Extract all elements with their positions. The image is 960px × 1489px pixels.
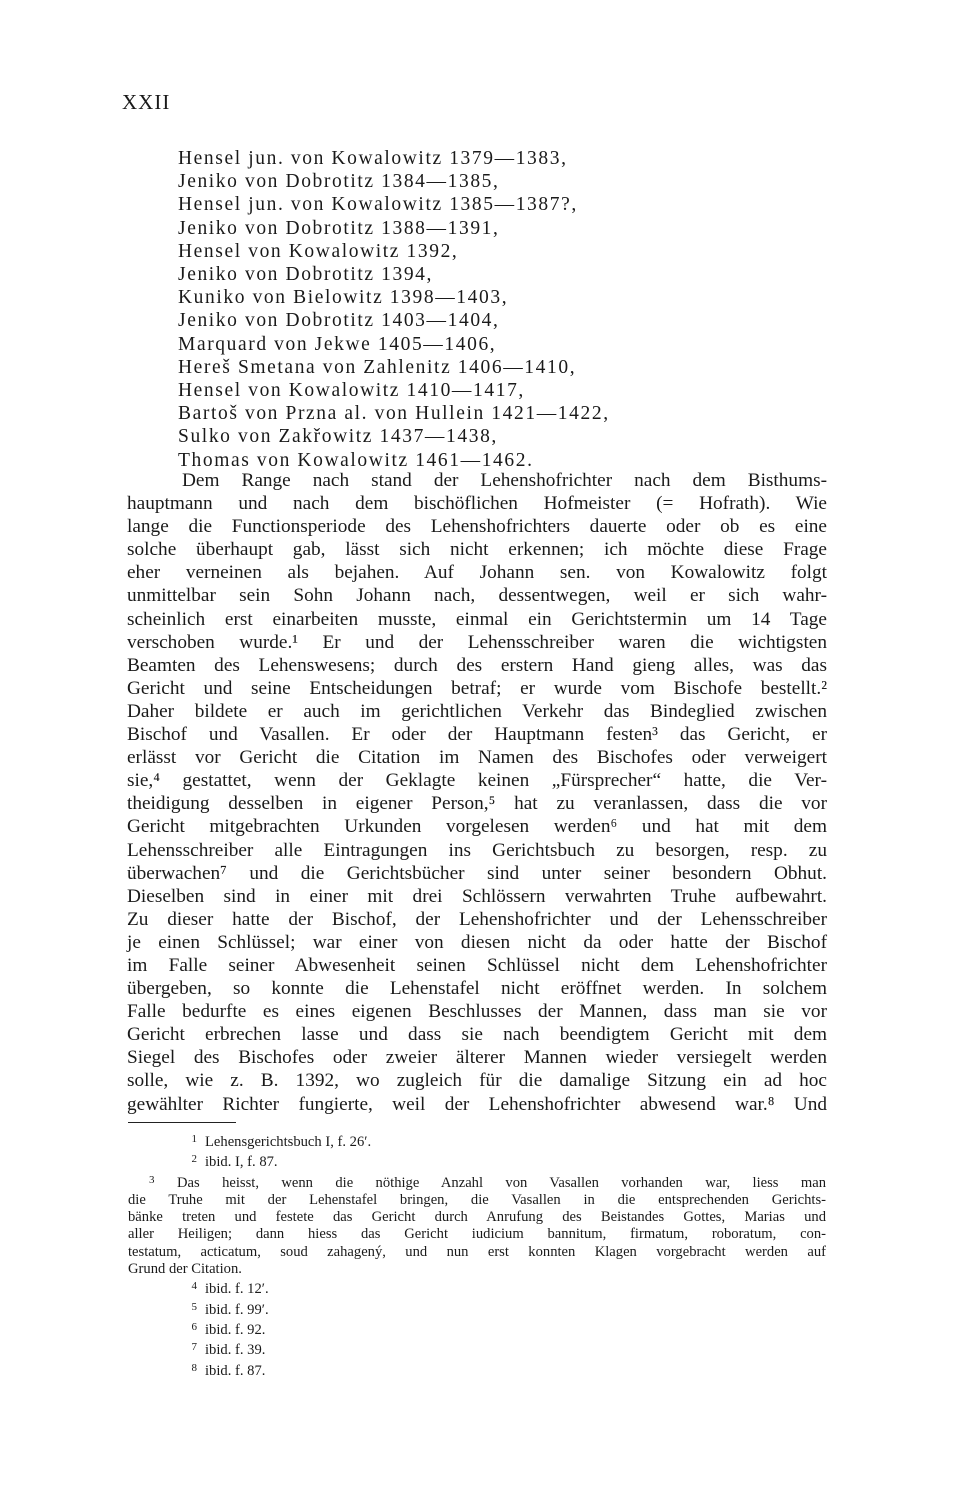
text-line: Bischof und Vasallen. Er oder der Hauptmann festen³ das Gericht, er	[127, 724, 827, 746]
text-line: Gericht erbrechen lasse und dass sie nach beendigtem Gericht mit dem	[127, 1024, 827, 1046]
text-line: hauptmann und nach dem bischöflichen Hofmeister (= Hofrath). Wie	[127, 493, 827, 515]
footnote-line: bänke treten und festete das Gericht durch Anrufung des Beistandes Gottes, Marias und	[128, 1209, 826, 1226]
text-line: je einen Schlüssel; war einer von diesen nicht da oder hatte der Bischof	[127, 931, 827, 953]
footnote-number: 2	[191, 1153, 197, 1166]
judge-list	[178, 147, 818, 472]
text-line: sie,⁴ gestattet, wenn der Geklagte keinen „Fürsprecher“ hatte, die Ver-	[127, 770, 827, 792]
list-item: Hereš Smetana von Zahlenitz 1406—1410,	[178, 356, 577, 378]
text-line: lange die Functionsperiode des Lehenshofrichters dauerte oder ob es eine	[127, 516, 827, 538]
footnote-text: ibid. f. 39.	[205, 1342, 266, 1359]
footnote-text: Das heisst, wenn die nöthige Anzahl von Vasallen vorhanden war, liess man	[177, 1174, 826, 1191]
list-item: Bartoš von Przna al. von Hullein 1421—1422,	[178, 403, 610, 425]
text-line: erlässt vor Gericht die Citation im Namen des Bischofes oder verweigert	[127, 747, 827, 769]
text-line: Falle bedurfte es eines eigenen Beschlusses der Mannen, dass man sie vor	[127, 1001, 827, 1023]
text-line: unmittelbar sein Sohn Johann nach, dessentwegen, weil er sich wahr-	[127, 585, 827, 607]
text-line: Dem Range nach stand der Lehenshofrichter nach dem Bisthums-	[182, 470, 827, 491]
text-line: Zu dieser hatte der Bischof, der Lehenshofrichter und der Lehensschreiber	[127, 908, 827, 930]
footnote-number: 1	[191, 1133, 197, 1145]
footnote-divider	[128, 1122, 236, 1123]
text-line: Siegel des Bischofes oder zweier älterer Mannen wieder versiegelt werden	[127, 1047, 827, 1069]
footnote-text: Lehensgerichtsbuch I, f. 26′.	[205, 1134, 372, 1150]
footnotes	[128, 1131, 826, 1380]
list-item: Hensel jun. von Kowalowitz 1385—1387?,	[178, 194, 578, 216]
footnote	[128, 1172, 826, 1192]
footnote-number: 3	[149, 1173, 155, 1186]
text-line: Daher bildete er auch im gerichtlichen Verkehr das Bindeglied zwischen	[127, 700, 827, 722]
footnote-number: 8	[191, 1361, 197, 1374]
text-line: Gericht mitgebrachten Urkunden vorgelesen werden⁶ und hat mit dem	[127, 816, 827, 838]
footnote-line: aller Heiligen; dann hiess das Gericht iudicium bannitum, firmatum, roboratum, con-	[128, 1226, 826, 1243]
text-line: übergeben, so konnte die Lehenstafel nicht eröffnet werden. In solchem	[127, 978, 827, 1000]
footnote-text: ibid. f. 87.	[205, 1362, 266, 1379]
footnote	[128, 1299, 826, 1319]
footnote	[128, 1339, 826, 1359]
footnote	[128, 1131, 826, 1151]
list-item: Marquard von Jekwe 1405—1406,	[178, 333, 497, 355]
footnote-text: ibid. f. 99′.	[205, 1301, 269, 1318]
footnote	[128, 1278, 826, 1298]
footnote-text: ibid. f. 12′.	[205, 1281, 269, 1298]
footnote	[128, 1360, 826, 1380]
footnote-text: ibid. f. 92.	[205, 1321, 266, 1338]
list-item: Jeniko von Dobrotitz 1388—1391,	[178, 217, 500, 239]
list-item: Hensel von Kowalowitz 1410—1417,	[178, 380, 525, 402]
text-line: gewählter Richter fungierte, weil der Lehenshofrichter abwesend war.⁸ Und	[127, 1093, 827, 1115]
footnote-number: 7	[191, 1341, 197, 1354]
text-line: theidigung desselben in eigener Person,⁵ hat zu veranlassen, dass die vor	[127, 793, 827, 815]
list-item: Jeniko von Dobrotitz 1394,	[178, 264, 433, 286]
footnote-number: 5	[191, 1300, 197, 1313]
text-line: Beamten des Lehenswesens; durch des erstern Hand gieng alles, was das	[127, 654, 827, 676]
footnote-line: die Truhe mit der Lehenstafel bringen, die Vasallen in die entsprechenden Gerichts-	[128, 1191, 826, 1208]
text-line: überwachen⁷ und die Gerichtsbücher sind unter seiner besondern Obhut.	[127, 862, 827, 884]
text-line: Dieselben sind in einer mit drei Schlössern verwahrten Truhe aufbewahrt.	[127, 885, 827, 907]
list-item: Thomas von Kowalowitz 1461—1462.	[178, 449, 534, 471]
list-item: Jeniko von Dobrotitz 1403—1404,	[178, 310, 500, 332]
footnote	[128, 1151, 826, 1171]
text-line: Lehensschreiber alle Eintragungen ins Gerichtsbuch zu besorgen, resp. zu	[127, 839, 827, 861]
text-line: solle, wie z. B. 1392, wo zugleich für die damalige Sitzung ein ad hoc	[127, 1070, 827, 1092]
text-line: Gericht und seine Entscheidungen betraf; er wurde vom Bischofe bestellt.²	[127, 677, 827, 699]
list-item: Hensel von Kowalowitz 1392,	[178, 240, 459, 262]
page-number: XXII	[122, 90, 171, 114]
footnote-line: testatum, acticatum, soud zahagený, und nun erst konnten Klagen vorgebracht werden auf	[128, 1243, 826, 1260]
text-line: im Falle seiner Abwesenheit seinen Schlüssel nicht dem Lehenshofrichter	[127, 954, 827, 976]
list-item: Sulko von Zakřowitz 1437—1438,	[178, 426, 498, 448]
footnote-text: ibid. I, f. 87.	[205, 1154, 278, 1171]
footnote-number: 4	[191, 1280, 197, 1293]
footnote-number: 6	[191, 1320, 197, 1333]
list-item: Kuniko von Bielowitz 1398—1403,	[178, 287, 509, 309]
text-line: eher verneinen als bejahen. Auf Johann sen. von Kowalowitz folgt	[127, 562, 827, 584]
body-paragraph	[127, 469, 827, 1116]
text-line: scheinlich erst einarbeiten musste, einmal ein Gerichtstermin um 14 Tage	[127, 608, 827, 630]
list-item: Jeniko von Dobrotitz 1384—1385,	[178, 171, 500, 193]
text-line: solche überhaupt gab, lässt sich nicht erkennen; ich möchte diese Frage	[127, 539, 827, 561]
footnote-line: Grund der Citation.	[128, 1261, 242, 1278]
list-item: Hensel jun. von Kowalowitz 1379—1383,	[178, 148, 568, 169]
footnote	[128, 1319, 826, 1339]
text-line: verschoben wurde.¹ Er und der Lehensschreiber waren die wichtigsten	[127, 631, 827, 653]
